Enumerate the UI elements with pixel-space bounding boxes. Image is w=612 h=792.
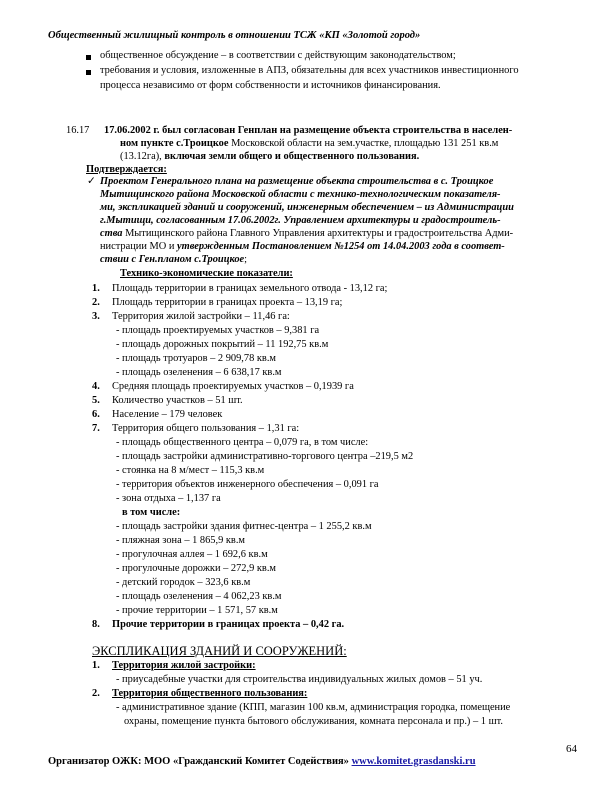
list-item: Территория жилой застройки – 11,46 га:	[112, 311, 290, 322]
list-item: Количество участков – 51 шт.	[112, 395, 243, 406]
subsection-title: Территория жилой застройки:	[112, 660, 256, 671]
list-subitem: - детский городок – 323,6 кв.м	[116, 577, 251, 588]
confirm-label: Подтверждается:	[86, 164, 167, 175]
list-subitem: - прогулочные дорожки – 272,9 кв.м	[116, 563, 276, 574]
list-subitem: - площадь застройки административно-торгового центра –219,5 м2	[116, 451, 414, 462]
list-item: Площадь территории в границах проекта – 13,19 га;	[112, 297, 343, 308]
list-subheading: в том числе:	[122, 507, 181, 518]
list-subitem: - площадь озеленения – 6 638,17 кв.м	[116, 367, 282, 378]
bullet-text: общественное обсуждение – в соответствии с действующим законодательством;	[100, 50, 456, 61]
item-text: ном пункте с.Троицкое Московской области на зем.участке, площадью 131 251 кв.м	[120, 138, 499, 149]
bullet-text: процесса независимо от форм собственности и источников финансирования.	[100, 80, 441, 91]
page-number: 64	[566, 743, 577, 755]
list-item: Прочие территории в границах проекта – 0,42 га.	[112, 619, 345, 630]
item-text: (13.12га), включая земли общего и общественного пользования.	[120, 151, 420, 162]
list-item: Территория общего пользования – 1,31 га:	[112, 423, 300, 434]
list-subitem: - площадь общественного центра – 0,079 га, в том числе:	[116, 437, 369, 448]
item-number: 16.17	[66, 125, 90, 136]
list-number: 2.	[92, 297, 100, 308]
list-number: 7.	[92, 423, 100, 434]
list-subitem: - площадь озеленения – 4 062,23 кв.м	[116, 591, 282, 602]
list-subitem: - стоянка на 8 м/мест – 115,3 кв.м	[116, 465, 265, 476]
bullet-item	[86, 52, 91, 64]
list-number: 5.	[92, 395, 100, 406]
footer-link[interactable]: www.komitet.grasdanski.ru	[351, 756, 476, 767]
check-text: нистрации МО и утвержденным Постановлением №1254 от 14.04.2003 года в соответ-	[100, 241, 505, 252]
list-subitem: - площадь застройки здания фитнес-центра – 1 255,2 кв.м	[116, 521, 372, 532]
check-text: г.Мытищи, согласованным 17.06.2002г. Управлением архитектуры и градостроитель-	[100, 215, 501, 226]
list-subitem: - площадь дорожных покрытий – 11 192,75 кв.м	[116, 339, 329, 350]
footer	[48, 756, 476, 767]
list-number: 2.	[92, 688, 100, 699]
list-subitem: - территория объектов инженерного обеспечения – 0,091 га	[116, 479, 379, 490]
bullet-text: требования и условия, изложенные в АПЗ, обязательны для всех участников инвестиционного	[100, 65, 519, 76]
checkmark-icon: ✓	[87, 176, 96, 187]
list-subitem: - прогулочная аллея – 1 692,6 кв.м	[116, 549, 268, 560]
list-item: Средняя площадь проектируемых участков – 0,1939 га	[112, 381, 354, 392]
check-text: Мытищинского района Московской области с технико-технологическим показателя-	[100, 189, 501, 200]
running-header: Общественный жилищный контроль в отношении ТСЖ «КП «Золотой город»	[48, 30, 421, 41]
check-text: ми, экспликацией зданий и сооружений, инженерным обеспечением – из Администрации	[100, 202, 514, 213]
list-number: 8.	[92, 619, 100, 630]
list-subitem: - площадь проектируемых участков – 9,381 га	[116, 325, 320, 336]
list-subitem: охраны, помещение пункта бытового обслуживания, комната персонала и пр.) – 1 шт.	[124, 716, 503, 727]
list-number: 3.	[92, 311, 100, 322]
list-item: Площадь территории в границах земельного отвода - 13,12 га;	[112, 283, 388, 294]
list-subitem: - прочие территории – 1 571, 57 кв.м	[116, 605, 278, 616]
list-number: 1.	[92, 283, 100, 294]
list-number: 1.	[92, 660, 100, 671]
subsection-title: Территория общественного пользования:	[112, 688, 308, 699]
footer-text: Организатор ОЖК: МОО «Гражданский Комитет Содействия»	[48, 756, 352, 767]
square-bullet-icon	[86, 55, 91, 60]
check-text: ствии с Ген.планом с.Троицкое;	[100, 254, 248, 265]
list-subitem: - пляжная зона – 1 865,9 кв.м	[116, 535, 246, 546]
list-number: 4.	[92, 381, 100, 392]
item-text: 17.06.2002 г. был согласован Генплан на размещение объекта строительства в населен-	[104, 125, 513, 136]
check-text: Проектом Генерального плана на размещение объекта строительства в с. Троицкое	[100, 176, 494, 187]
list-subitem: - административное здание (КПП, магазин 100 кв.м, администрация городка, помещение	[116, 702, 511, 713]
check-text: ства Мытищинского района Главного Управления архитектуры и градостроительства Адми-	[100, 228, 514, 239]
section-heading: ЭКСПЛИКАЦИЯ ЗДАНИЙ И СООРУЖЕНИЙ:	[92, 644, 347, 658]
list-item: Население – 179 человек	[112, 409, 223, 420]
list-subitem: - зона отдыха – 1,137 га	[116, 493, 221, 504]
bullet-item	[86, 67, 91, 79]
list-subitem: - площадь тротуаров – 2 909,78 кв.м	[116, 353, 277, 364]
square-bullet-icon	[86, 70, 91, 75]
tech-label: Технико-экономические показатели:	[120, 268, 293, 279]
list-subitem: - приусадебные участки для строительства индивидуальных жилых домов – 51 уч.	[116, 674, 483, 685]
list-number: 6.	[92, 409, 100, 420]
